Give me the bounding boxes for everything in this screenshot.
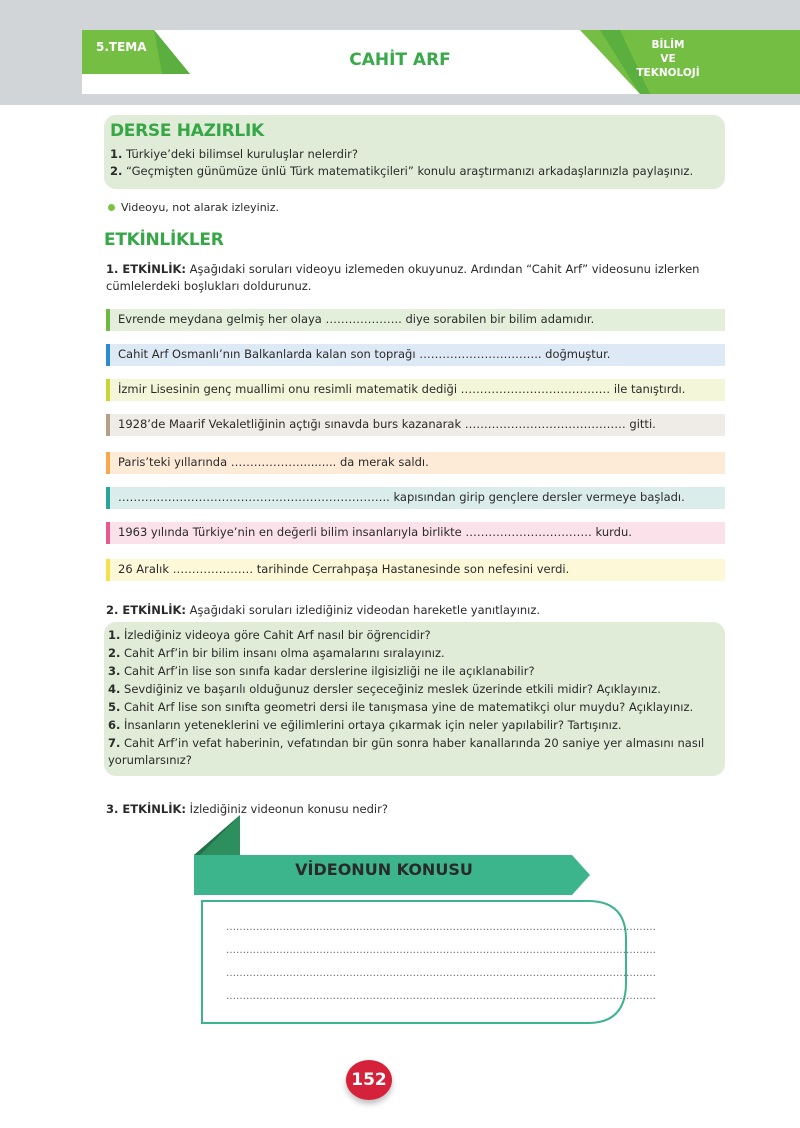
fill-sentence-7: 1963 yılında Türkiye’nin en değerli bilim insanlarıyla birlikte …………………………… kurdu. <box>106 522 725 544</box>
answer-line-4[interactable]: ………………………………………………………………………………………………………………… <box>226 991 656 1002</box>
activity-2-question-7-cont: yorumlarsınız? <box>108 753 192 767</box>
activity-1-instruction: 1. ETKİNLİK: Aşağıdaki soruları videoyu izlemeden okuyunuz. Ardından “Cahit Arf” videosunu izlerken <box>106 262 700 276</box>
activity-1-instruction-cont: cümlelerdeki boşlukları doldurunuz. <box>106 279 312 293</box>
answer-line-1[interactable]: ………………………………………………………………………………………………………………… <box>226 922 656 933</box>
prep-question-2: 2. “Geçmişten günümüze ünlü Türk matematikçileri” konulu araştırmanızı arkadaşlarınızla paylaşınız. <box>110 164 694 178</box>
page-number-badge <box>346 1060 392 1100</box>
theme-label: 5.TEMA <box>96 40 147 54</box>
answer-line-3[interactable]: ………………………………………………………………………………………………………………… <box>226 968 656 979</box>
category-label: BİLİM VE TEKNOLOJİ <box>636 39 700 79</box>
activity-2-instruction: 2. ETKİNLİK: Aşağıdaki soruları izlediğiniz videodan hareketle yanıtlayınız. <box>106 603 541 617</box>
fill-sentence-5: Paris’teki yıllarında ……………….......... da merak saldı. <box>106 452 725 474</box>
activity-2-question-4: 4. Sevdiğiniz ve başarılı olduğunuz dersler seçeceğiniz meslek üzerinde etkili midir? Açıklayınız. <box>108 682 661 696</box>
instruction-text: Videoyu, not alarak izleyiniz. <box>121 201 279 214</box>
page-number: 152 <box>346 1060 392 1100</box>
activities-heading: ETKİNLİKLER <box>104 230 224 250</box>
answer-line-2[interactable]: ………………………………………………………………………………………………………………… <box>226 945 656 956</box>
activity-2-question-1: 1. İzlediğiniz videoya göre Cahit Arf nasıl bir öğrencidir? <box>108 628 431 642</box>
activity-2-question-7: 7. Cahit Arf’in vefat haberinin, vefatından bir gün sonra haber kanallarında 20 saniye yer almasını nasıl <box>108 736 705 750</box>
fill-sentence-4: 1928’de Maarif Vekaletliğinin açtığı sınavda burs kazanarak …………………………………… gitti. <box>106 414 725 436</box>
bullet-icon <box>108 204 115 211</box>
activity-2-question-5: 5. Cahit Arf lise son sınıfta geometri dersi ile tanışmasa yine de matematikçi olur muydu? Açıklayınız. <box>108 700 694 714</box>
fill-sentence-6: …………………………………………………………….. kapısından girip gençlere dersler vermeye başladı. <box>106 487 725 509</box>
prep-question-1: 1. Türkiye’deki bilimsel kuruluşlar nelerdir? <box>110 147 358 161</box>
activity-2-question-3: 3. Cahit Arf’in lise son sınıfa kadar derslerine ilgisizliği ne ile açıklanabilir? <box>108 664 535 678</box>
fill-sentence-1: Evrende meydana gelmiş her olaya ……………….. diye sorabilen bir bilim adamıdır. <box>106 309 725 331</box>
fill-sentence-8: 26 Aralık ………………… tarihinde Cerrahpaşa Hastanesinde son nefesini verdi. <box>106 559 725 581</box>
activity-2-question-6: 6. İnsanların yeteneklerini ve eğilimlerini ortaya çıkarmak için neler yapılabilir? Tartışınız. <box>108 718 622 732</box>
video-topic-banner: VİDEONUN KONUSU <box>295 860 473 879</box>
page-title: CAHİT ARF <box>349 50 451 70</box>
activity-3-instruction: 3. ETKİNLİK: İzlediğiniz videonun konusu nedir? <box>106 802 388 816</box>
fill-sentence-2: Cahit Arf Osmanlı’nın Balkanlarda kalan son toprağı ………………………….. doğmuştur. <box>106 344 725 366</box>
activity-2-question-2: 2. Cahit Arf’in bir bilim insanı olma aşamalarını sıralayınız. <box>108 646 445 660</box>
fill-sentence-3: İzmir Lisesinin genç muallimi onu resimli matematik dediği ………………………………… ile tanıştırdı. <box>106 379 725 401</box>
preparation-heading: DERSE HAZIRLIK <box>110 121 264 141</box>
